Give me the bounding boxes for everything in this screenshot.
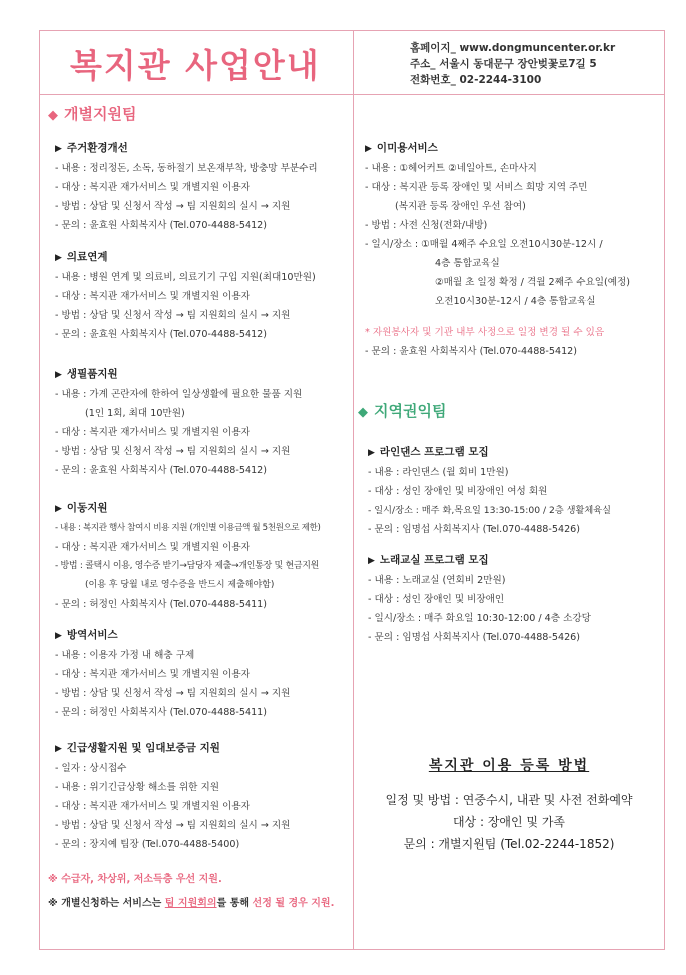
section-line: - 내용 : 복지관 행사 참여시 비용 지원 (개인별 이용금액 월 5천원으로 제한) (55, 523, 321, 533)
section-title (55, 740, 355, 755)
diamond-icon: ◆ (358, 405, 368, 420)
contact-info (410, 40, 615, 88)
section-line: - 내용 : 위기긴급상황 해소를 위한 지원 (55, 782, 220, 793)
section-transport (55, 500, 355, 614)
section-line: - 문의 : 허정인 사회복지사 (Tel.070-4488-5411) (55, 599, 268, 610)
section-title (55, 140, 355, 155)
section-line: ②매월 초 일정 확정 / 격월 2째주 수요일(예정) (435, 277, 631, 288)
priority-note: ※ 수급자, 차상위, 저소득층 우선 지원. (48, 874, 222, 885)
section-line: (복지관 등록 장애인 우선 참여) (395, 201, 526, 212)
note-part: 선정 될 경우 지원. (252, 898, 335, 909)
triangle-icon: ▶ (55, 631, 62, 641)
registration-method: 일정 및 방법 : 연중수시, 내관 및 사전 전화예약 (385, 793, 633, 807)
address-text: 주소_ 서울시 동대문구 장안벚꽃로7길 5 (410, 58, 597, 70)
registration-info (354, 755, 664, 855)
section-title-text: 의료연계 (66, 251, 108, 263)
triangle-icon: ▶ (368, 556, 375, 566)
section-line: - 내용 : 정리정돈, 소독, 동하절기 보온재부착, 방충망 부분수리 (55, 163, 318, 174)
team-label: 지역권익팀 (374, 402, 447, 420)
triangle-icon: ▶ (368, 448, 375, 458)
section-line: - 문의 : 임명섭 사회복지사 (Tel.070-4488-5426) (368, 632, 581, 643)
section-line: - 내용 : 이용자 가정 내 해충 구제 (55, 650, 195, 661)
section-line: - 방법 : 상담 및 신청서 작성 → 팀 지원회의 실시 → 지원 (55, 201, 291, 212)
section-line: - 내용 : 가계 곤란자에 한하여 일상생활에 필요한 물품 지원 (55, 389, 303, 400)
section-line: - 일시/장소 : ①매월 4째주 수요일 오전10시30분-12시 / (365, 239, 603, 250)
section-line-dance (368, 444, 668, 539)
team-heading-individual (48, 103, 136, 124)
section-title (368, 444, 668, 459)
footnotes (48, 868, 334, 916)
section-line: - 내용 : 노래교실 (연회비 2만원) (368, 575, 506, 586)
section-title-text: 노래교실 프로그램 모집 (379, 554, 489, 566)
section-beauty (365, 140, 665, 361)
section-title-text: 이동지원 (66, 502, 108, 514)
triangle-icon: ▶ (55, 370, 62, 380)
section-title-text: 이미용서비스 (376, 142, 438, 154)
header-divider (39, 94, 665, 95)
section-title-text: 라인댄스 프로그램 모집 (379, 446, 489, 458)
section-medical (55, 249, 355, 344)
section-line: - 대상 : 복지관 재가서비스 및 개별지원 이용자 (55, 669, 250, 680)
section-line: - 일시/장소 : 매주 화요일 10:30-12:00 / 4층 소강당 (368, 613, 591, 624)
section-line: - 내용 : ①헤어커트 ②네일아트, 손마사지 (365, 163, 537, 174)
registration-target: 대상 : 장애인 및 가족 (452, 815, 566, 829)
note-part: 를 통해 (216, 898, 253, 909)
section-line: 4층 통합교육실 (435, 258, 500, 269)
section-line: - 방법 : 사전 신청(전화/내방) (365, 220, 488, 231)
team-label: 개별지원팀 (64, 105, 137, 123)
diamond-icon: ◆ (48, 108, 58, 123)
section-line: - 일자 : 상시접수 (55, 763, 127, 774)
section-line: - 대상 : 복지관 재가서비스 및 개별지원 이용자 (55, 291, 250, 302)
homepage-text: 홈페이지_ www.dongmuncenter.or.kr (410, 42, 616, 54)
section-line: - 대상 : 복지관 재가서비스 및 개별지원 이용자 (55, 801, 250, 812)
section-line: (1인 1회, 최대 10만원) (85, 408, 185, 419)
section-line: - 문의 : 장지예 팀장 (Tel.070-4488-5400) (55, 839, 240, 850)
section-line: - 대상 : 성인 장애인 및 비장애인 여성 회원 (368, 486, 548, 497)
section-title (365, 140, 665, 155)
section-line: (이용 후 당월 내로 영수증을 반드시 제출해야함) (85, 580, 275, 590)
phone-text: 전화번호_ 02-2244-3100 (410, 74, 542, 86)
selection-note (48, 892, 334, 916)
section-line: - 방법 : 콜택시 이용, 영수증 받기→담당자 제출→개인통장 및 현금지원 (55, 561, 320, 571)
triangle-icon: ▶ (55, 253, 62, 263)
triangle-icon: ▶ (55, 744, 62, 754)
triangle-icon: ▶ (365, 144, 372, 154)
registration-contact: 문의 : 개별지원팀 (Tel.02-2244-1852) (403, 837, 615, 851)
schedule-change-note: * 자원봉사자 및 기관 내부 사정으로 일정 변경 될 수 있음 (365, 327, 605, 338)
triangle-icon: ▶ (55, 144, 62, 154)
section-line: - 대상 : 성인 장애인 및 비장애인 (368, 594, 505, 605)
section-line: - 일시/장소 : 매주 화,목요일 13:30-15:00 / 2층 생활체육실 (368, 505, 612, 516)
section-singing-class (368, 552, 668, 647)
section-necessities (55, 366, 355, 480)
section-line: - 문의 : 윤효원 사회복지사 (Tel.070-4488-5412) (55, 220, 268, 231)
section-title-text: 생필품지원 (66, 368, 118, 380)
team-heading-community (358, 400, 446, 421)
section-title (55, 627, 355, 642)
section-line: - 내용 : 라인댄스 (월 회비 1만원) (368, 467, 509, 478)
section-line: - 대상 : 복지관 재가서비스 및 개별지원 이용자 (55, 182, 250, 193)
registration-title: 복지관 이용 등록 방법 (428, 758, 590, 774)
section-line: - 문의 : 임명섭 사회복지사 (Tel.070-4488-5426) (368, 524, 581, 535)
section-line: - 내용 : 병원 연계 및 의료비, 의료기기 구입 지원(최대10만원) (55, 272, 316, 283)
section-line: - 문의 : 윤효원 사회복지사 (Tel.070-4488-5412) (55, 465, 268, 476)
section-line: - 방법 : 상담 및 신청서 작성 → 팀 지원회의 실시 → 지원 (55, 446, 291, 457)
section-pest-control (55, 627, 355, 722)
section-line: - 문의 : 윤효원 사회복지사 (Tel.070-4488-5412) (55, 329, 268, 340)
section-line: - 문의 : 허정인 사회복지사 (Tel.070-4488-5411) (55, 707, 268, 718)
section-title-text: 방역서비스 (66, 629, 118, 641)
section-title (55, 366, 355, 381)
note-part: 팀 지원회의 (164, 898, 217, 909)
section-line: - 대상 : 복지관 등록 장애인 및 서비스 희망 지역 주민 (365, 182, 588, 193)
section-housing (55, 140, 355, 235)
note-part: ※ 개별신청하는 서비스는 (48, 898, 165, 909)
section-title (368, 552, 668, 567)
section-title-text: 주거환경개선 (66, 142, 128, 154)
section-line: - 대상 : 복지관 재가서비스 및 개별지원 이용자 (55, 427, 250, 438)
page-title: 복지관 사업안내 (70, 46, 321, 85)
section-line: - 방법 : 상담 및 신청서 작성 → 팀 지원회의 실시 → 지원 (55, 820, 291, 831)
section-line: - 방법 : 상담 및 신청서 작성 → 팀 지원회의 실시 → 지원 (55, 310, 291, 321)
section-line: - 방법 : 상담 및 신청서 작성 → 팀 지원회의 실시 → 지원 (55, 688, 291, 699)
section-line: 오전10시30분-12시 / 4층 통합교육실 (435, 296, 596, 307)
section-emergency (55, 740, 355, 854)
triangle-icon: ▶ (55, 504, 62, 514)
section-title (55, 249, 355, 264)
section-line: - 대상 : 복지관 재가서비스 및 개별지원 이용자 (55, 542, 250, 553)
section-title-text: 긴급생활지원 및 임대보증금 지원 (66, 742, 220, 754)
section-line: - 문의 : 윤효원 사회복지사 (Tel.070-4488-5412) (365, 346, 578, 357)
section-title (55, 500, 355, 515)
